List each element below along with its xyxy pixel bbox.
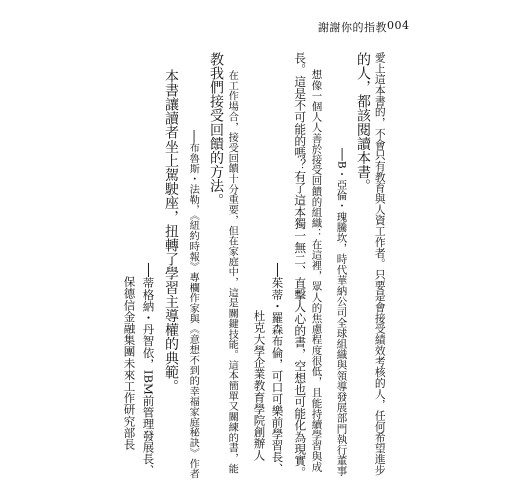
running-title: 謝謝你的指教 (318, 21, 387, 34)
quote-3-line-2: 教我們接受回饋的方法。 (208, 52, 224, 208)
quote-1-line-1: 愛上這本書的，不會只有教育與人資工作者。只要是會接受績效考核的人，任何希望進步 (373, 52, 387, 476)
quote-2-attribution-line-2: 杜克大學企業教育學院創辦人 (252, 310, 267, 461)
quote-1-attribution: ──B・亞倫・瑰騰坎，時代華納公司全球組織與領導發展部門執行董事 (335, 148, 348, 477)
quote-1-line-2: 的人，都該閱讀本書。 (355, 52, 371, 193)
quote-4-line-1: 本書讓讀者坐上駕駛座，扭轉了學習主導權的典範。 (163, 69, 179, 394)
quote-2-line-2: 長。這是不可能的嗎？有了這本獨一無二、直擊人心的書，空想也可能化為現實。 (292, 52, 307, 479)
quote-2-attribution-line-1: ──茱蒂・羅森布倫，可口可樂前學習長、 (270, 263, 285, 475)
quote-4-attribution-line-1: ──蒂格納・丹智依，IBM前管理發展長、 (141, 263, 156, 477)
quote-4-attribution-line-2: 保德信金融集團未來工作研究部長 (122, 276, 137, 450)
quote-2-line-1: 想像一個人人善於接受回饋的組織：在這裡，眾人的焦慮程度很低，且能持續學習與成 (310, 69, 323, 472)
quote-3-attribution: ──布魯斯・法勒，《紐約時報》專欄作家與《意想不到的幸福家庭秘訣》作者 (187, 130, 200, 479)
page-number: 004 (387, 19, 410, 32)
quote-3-line-1: 在工作場合，接受回饋十分重要，但在家庭中，這是關鍵技能。這本簡單又關練的書，能 (226, 70, 239, 474)
